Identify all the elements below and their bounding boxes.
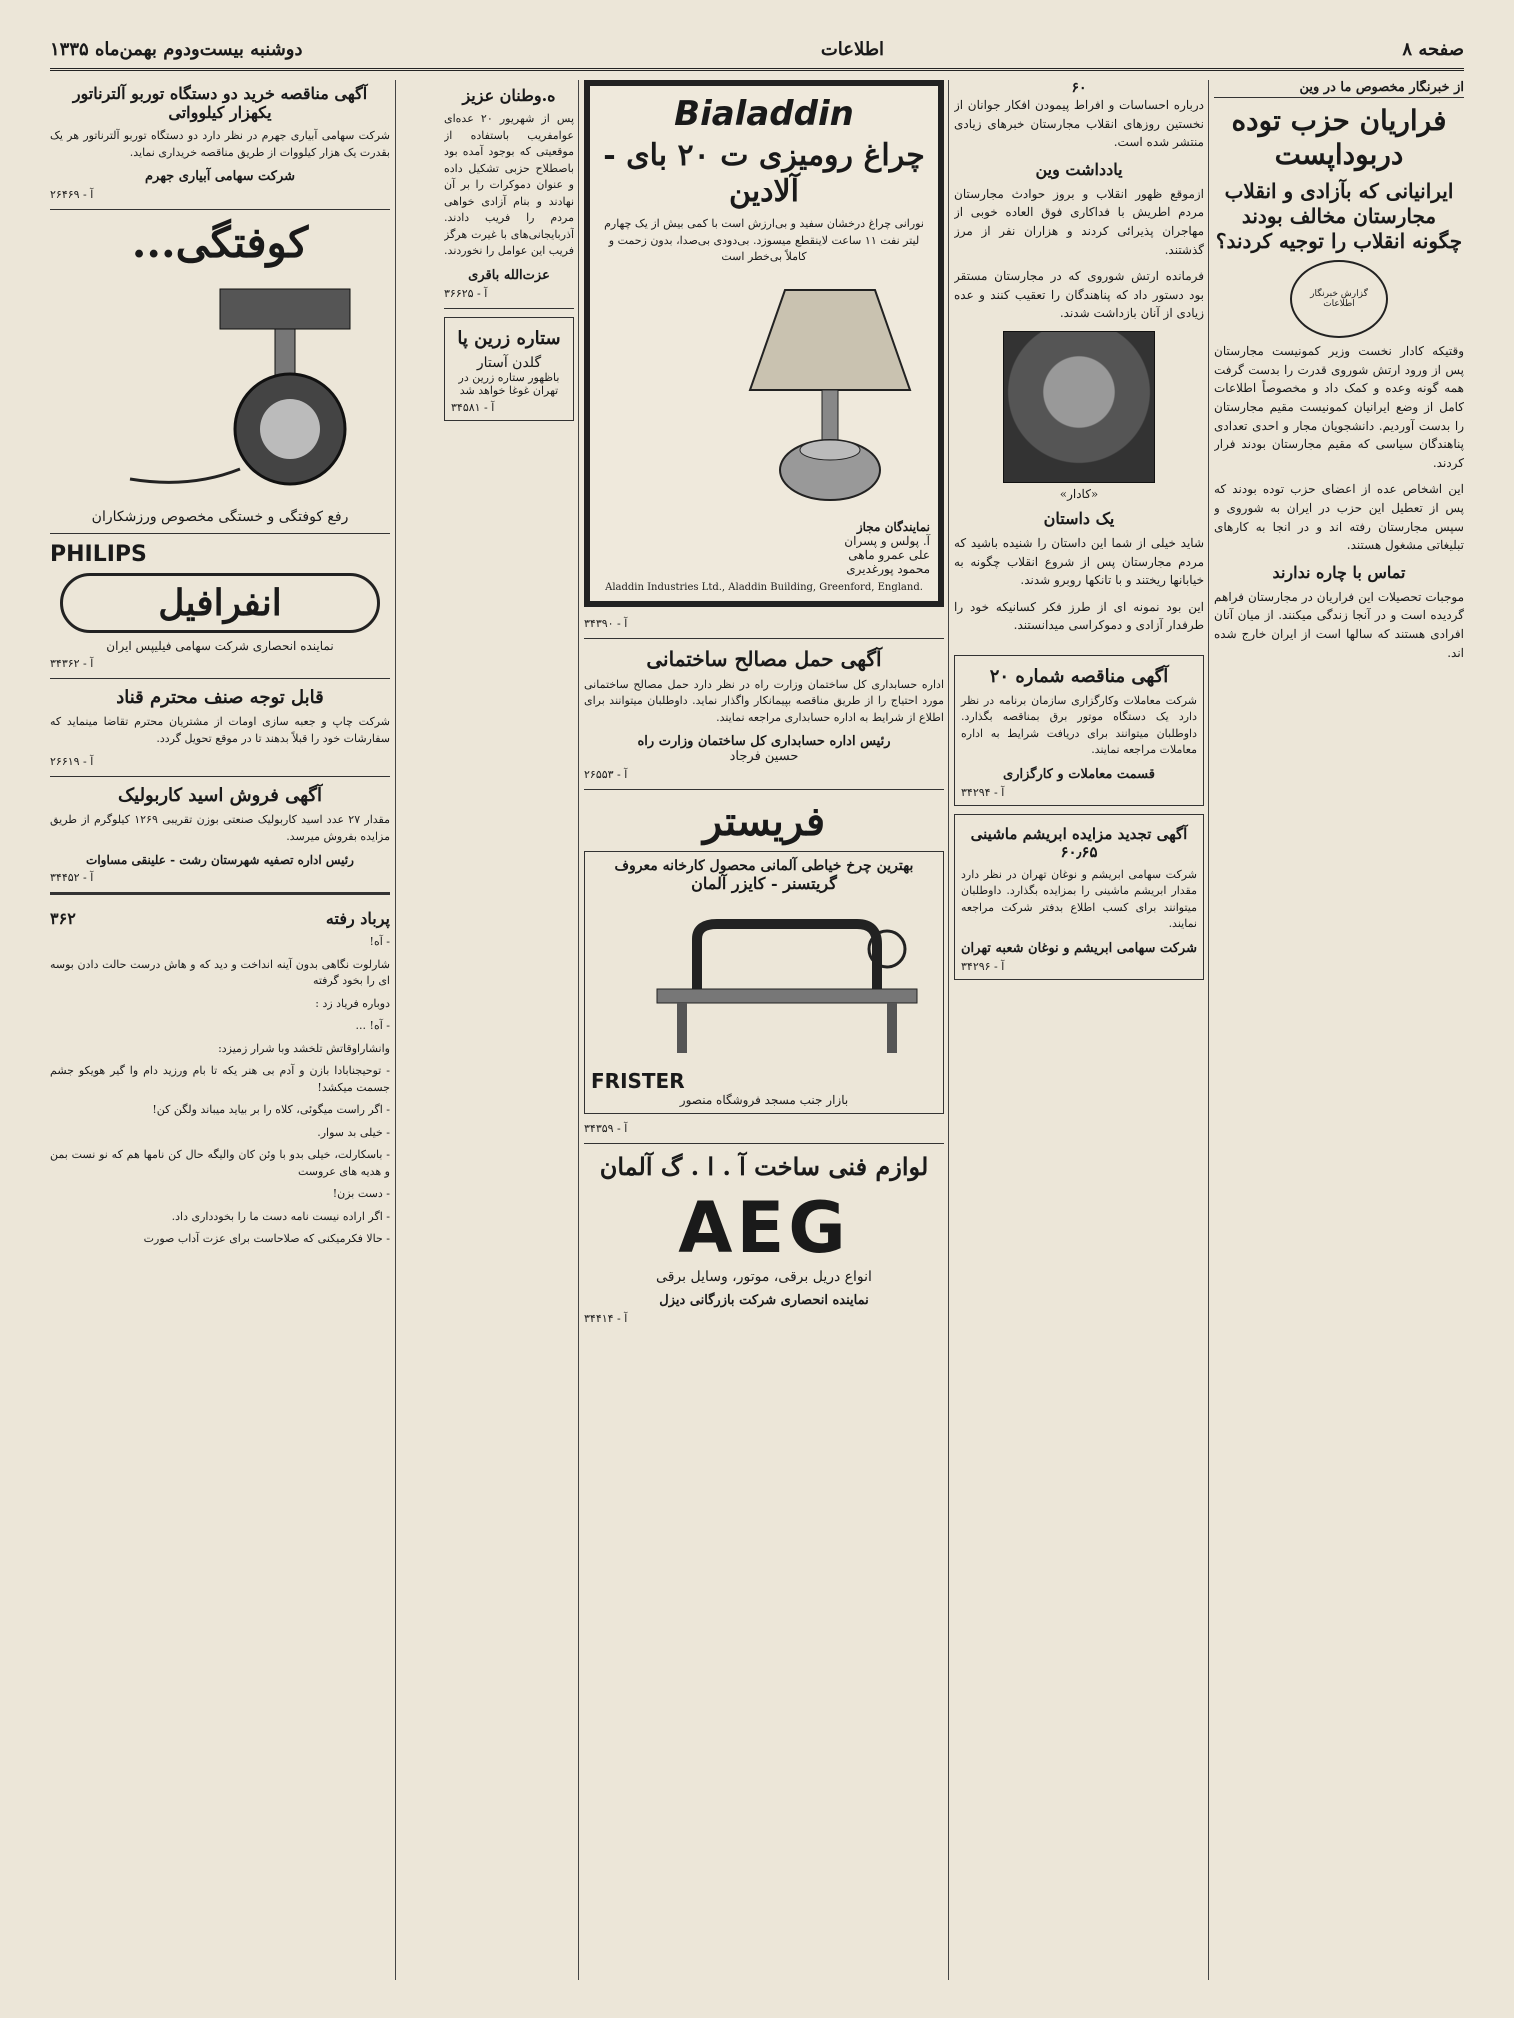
column-rule	[395, 80, 396, 1980]
page-number: صفحه ۸	[1402, 38, 1464, 60]
article-section-heading: یک داستان	[1043, 508, 1115, 528]
serial-line: - حالا فکرمیکنی که صلاحاست برای عزت آداب صورت	[143, 1232, 390, 1245]
serial-line: - دست بزن!	[332, 1187, 390, 1200]
confectioners-notice	[50, 687, 390, 768]
koofteh-title: کوفتگی...	[131, 218, 309, 267]
lamp-illustration	[730, 280, 930, 510]
notice-code: آ - ۲۶۴۶۹	[50, 188, 94, 201]
column-narrow-article	[444, 80, 574, 1980]
serial-line: دوباره فریاد زد :	[315, 996, 390, 1010]
sewing-dealer: بازار جنب مسجد فروشگاه منصور	[679, 1093, 849, 1107]
article-paragraph: درباره احساسات و افراط پیمودن افکار جوانان از نخستین روزهای انقلاب مجارستان خبرهای زیادی منتشر شده است.	[954, 98, 1204, 150]
lamp-maker: Aladdin Industries Ltd., Aladdin Building, Greenford, England.	[605, 581, 923, 593]
notice-text: اداره حسابداری کل ساختمان وزارت راه در نظر دارد حمل مصالح ساختمانی مورد احتیاج را از طریق مناقصه بپیمانکار واگذار نماید. داوطلبان میتوانند برای اطلاع از شرایط به اداره حسابداری مراجعه نمایند.	[584, 677, 944, 724]
serial-line: وانشاراوقاتش تلخشد وبا شرار زمیزد:	[218, 1041, 390, 1055]
article-paragraph: ازموقع ظهور انقلاب و بروز حوادث مجارستان مردم اطریش با فداکاری فوق العاده خوبی از مهاجران پذیرائی کردند و هزاران نفر از مرز گذشتند.	[954, 186, 1204, 257]
serial-page-number: ۳۶۲	[50, 909, 76, 928]
article-paragraph: این اشخاص عده از اعضای حزب توده بودند که پس از تعطیل این حزب در ایران به شوروی و سپس مجارستان رفته اند و در انجا به کارهای تبلیغاتی مشغول هستند.	[1214, 482, 1464, 553]
correspondent-logo: گزارش خبرنگار اطلاعات	[1290, 260, 1388, 338]
article-kicker: از خبرنگار مخصوص ما در وین	[1214, 80, 1464, 98]
notice-title: قابل توجه صنف محترم قناد	[116, 687, 324, 708]
sewing-machine-advertisement	[584, 798, 944, 1135]
philips-text: نماینده انحصاری شرکت سهامی فیلیپس ایران	[106, 639, 334, 653]
lamp-agents-title: نمایندگان مجاز	[856, 519, 930, 534]
serial-line: - اگر اراده نیست نامه دست ما را بخودداری داد.	[171, 1209, 390, 1223]
lamp-agent: آ. پولس و پسران	[844, 533, 930, 548]
article-paragraph: فرمانده ارتش شوروی که در مجارستان مستقر بود دستور داد که پناهندگان را تعقیب کنند و عده زیادی از آنان بازداشت شدند.	[954, 269, 1204, 321]
notice-signer: رئیس اداره تصفیه شهرستان رشت - علینقی مساوات	[86, 853, 354, 867]
notice-title: آگهی مناقصه خرید دو دستگاه توربو آلترناتور یکهزار کیلوواتی	[72, 84, 368, 122]
aeg-advertisement	[584, 1152, 944, 1325]
notice-code: آ - ۲۶۵۵۳	[584, 768, 628, 781]
serial-line: - اگر راست میگوئی، کلاه را بر بیاید میباند ولگن کن!	[152, 1103, 390, 1116]
lamp-ad-code: آ - ۳۴۳۹۰	[584, 616, 628, 630]
article-subhead: ایرانیانی که بآزادی و انقلاب مجارستان مخالف بودند چگونه انقلاب را توجیه کردند؟	[1215, 179, 1463, 254]
serial-story	[50, 903, 390, 1248]
article-code: آ - ۳۶۶۲۵	[444, 286, 488, 300]
generator-tender-notice	[50, 84, 390, 201]
sewing-tagline: بهترین چرخ خیاطی آلمانی محصول کارخانه معروف	[614, 858, 914, 874]
notice-signer: شرکت سهامی آبیاری جهرم	[144, 169, 296, 184]
article-paragraph: شاید خیلی از شما این داستان را شنیده باشید که مردم مجارستان پس از شروع انقلاب چگونه به خیابانها ریختند و با تانکها روبرو شدند.	[954, 535, 1204, 588]
portrait-photo	[1003, 331, 1155, 483]
sewing-machine-illustration	[637, 899, 937, 1059]
notice-text: شرکت معاملات وکارگزاری سازمان برنامه در نظر دارد یک دستگاه موتور برق بمناقصه بگذارد. داوطلبان میتوانند برای دریافت شرایط به اداره معاملات مراجعه نمایند.	[961, 693, 1197, 757]
star-title: ستاره زرین پا	[457, 327, 561, 349]
serial-line: - خیلی بد سوار.	[317, 1125, 390, 1139]
notice-title: آگهی مناقصه شماره ۲۰	[989, 665, 1169, 687]
serial-line: شارلوت نگاهی بدون آینه انداخت و دید که و هاش درست حالت دادن بوسه ای را بخود گرفته	[50, 957, 390, 987]
lamp-ad-title: چراغ رومیزی ت ۲۰ بای - آلادین	[603, 138, 925, 209]
article-paragraph: وقتیکه کادار نخست وزیر کمونیست مجارستان پس از ورود ارتش شوروی قدرت را بدست گرفت همه گونه وعده و کمک داد و مخصوصاً اطلاعات کامل از وضع ایرانیان کمونیست مقیم مجارستان را بدست آوردیم. دانشجویان مجار و احدی تعدادی پناهندگان سیاسی که مقیم مجارستان بودند فرار کردند.	[1214, 344, 1464, 470]
sewing-brand: FRISTER	[591, 1069, 685, 1093]
star-advertisement	[444, 317, 574, 421]
column-rule	[948, 80, 949, 1980]
lamp-ad-text: نورانی چراغ درخشان سفید و بی‌ارزش است با کمی بیش از یک چهارم لیتر نفت ۱۱ ساعت لاینقطع میسوزد. بی‌دودی بی‌صدا، بدون زحمت و کاملاً بی‌خطر است	[604, 217, 924, 263]
article-title: ه.وطنان عزیز	[462, 86, 556, 105]
notice-signer: رئیس اداره حسابداری کل ساختمان وزارت راه	[637, 734, 891, 749]
article-paragraph: این بود نمونه ای از طرز فکر کسانیکه خود را طرفدار آزادی و دموکراسی میدانستند.	[954, 599, 1204, 633]
column-main-article	[1214, 80, 1464, 1980]
column-rule	[578, 80, 579, 1980]
sewing-ad-title: فریستر	[702, 798, 826, 845]
notice-title: آگهی حمل مصالح ساختمانی	[646, 646, 882, 671]
newspaper-title: اطلاعات	[820, 38, 885, 60]
notice-code: آ - ۳۴۴۵۲	[50, 871, 94, 884]
aeg-ad-text: انواع دریل برقی، موتور، وسایل برقی	[656, 1269, 872, 1285]
notice-code: آ - ۳۴۲۹۴	[961, 785, 1005, 799]
notice-signer: قسمت معاملات و کارگزاری	[1003, 766, 1155, 782]
koofteh-advertisement	[50, 218, 390, 525]
issue-date: دوشنبه بیست‌ودوم بهمن‌ماه ۱۳۳۵	[50, 38, 303, 60]
notice-code: آ - ۲۶۶۱۹	[50, 755, 94, 768]
column-marker: ۶۰	[1071, 80, 1087, 96]
serial-line: - باسکارلت، خیلی بدو با وئن کان والیگه حال کن نامها هم که نو نست بمن و هدیه های عروست	[50, 1148, 390, 1178]
silk-auction-notice	[954, 814, 1204, 980]
philips-advertisement	[50, 542, 390, 670]
serial-line: - آه! ...	[355, 1019, 390, 1032]
notice-signer: شرکت سهامی ابریشم و نوغان شعبه تهران	[960, 940, 1197, 956]
notice-code: آ - ۳۴۲۹۶	[961, 959, 1005, 973]
lamp-advertisement	[584, 80, 944, 607]
masthead	[50, 30, 1464, 71]
aeg-ad-title: لوازم فنی ساخت آ . ا . گ آلمان	[599, 1152, 929, 1181]
notice-text: مقدار ۲۷ عدد اسید کاربولیک صنعتی بوزن تقریبی ۱۲۶۹ کیلوگرم از طریق مزایده بفروش میرسد.	[50, 813, 390, 843]
article-paragraph: پس از شهریور ۲۰ عده‌ای عوامفریب باستفاده از موقعیتی که بوجود آمده بود باصطلاح حزبی تشکیل داده و عنوان دموکرات را بر آن نهادند و بنام آزادی خواهی مردم را فریب دادند. آذربایجانی‌های با غیرت هرگز فریب این عوامل را نخوردند.	[444, 112, 574, 257]
article-headline: فراریان حزب توده دربوداپست	[1231, 104, 1447, 171]
column-ads-center	[584, 80, 944, 1980]
column-rule	[1208, 80, 1209, 1980]
article-paragraph: موجبات تحصیلات این فراریان در مجارستان فراهم گردیده است و در آنجا زندگی میکنند. از میان آنان افرادی هستند که سالها است از ایران خارج شده اند.	[1214, 589, 1464, 660]
notice-text: شرکت سهامی آبیاری جهرم در نظر دارد دو دستگاه توربو آلترناتور هر یک بقدرت یک هزار کیلووات از طریق مناقصه خریداری نماید.	[50, 129, 390, 159]
tender-notice-20	[954, 655, 1204, 806]
article-section-heading: یادداشت وین	[1035, 159, 1123, 179]
koofteh-text: رفع کوفتگی و خستگی مخصوص ورزشکاران	[91, 509, 349, 525]
photo-caption: «کادار»	[1059, 486, 1099, 501]
article-signer: عزت‌الله باقری	[468, 267, 550, 283]
serial-line: - توحیجنابادا بازن و آدم بی هنر یکه تا بام ورزید دام وا گیر هویکو جشم جسمت میکشد!	[50, 1064, 390, 1094]
article-section-heading: تماس با چاره ندارند	[1272, 562, 1406, 582]
star-code: آ - ۳۴۵۸۱	[451, 400, 495, 414]
aeg-logo: AEG	[678, 1187, 850, 1269]
lamp-agent: علی عمرو ماهی	[848, 547, 930, 562]
star-text: باظهور ستاره زرین در تهران غوغا خواهد شد	[458, 370, 560, 397]
lamp-brand: Bialaddin	[674, 94, 854, 134]
aeg-dealer: نماینده انحصاری شرکت بازرگانی دیزل	[659, 1293, 869, 1308]
sewing-ad-code: آ - ۳۴۳۵۹	[584, 1122, 628, 1135]
construction-transport-notice	[584, 647, 944, 782]
carbolic-acid-notice	[50, 785, 390, 884]
serial-title: پرباد رفته	[325, 909, 390, 928]
notice-text: شرکت چاپ و جعبه سازی اومات از مشتریان محترم تقاضا مینماید که سفارشات خود را قبلاً بدهند تا در موقع تحویل گردد.	[50, 715, 390, 745]
column-ads-left	[50, 80, 390, 1980]
aeg-ad-code: آ - ۳۴۴۱۴	[584, 1312, 628, 1325]
hammer-lamp-illustration	[70, 279, 390, 499]
lamp-agent: محمود پورغدیری	[846, 561, 930, 576]
notice-title: آگهی تجدید مزایده ابریشم ماشینی ۶۰٫۶۵	[970, 824, 1188, 861]
notice-title: آگهی فروش اسید کاربولیک	[118, 785, 322, 806]
notice-signer-name: حسین فرجاد	[729, 749, 799, 764]
serial-line: - آه!	[369, 935, 390, 948]
sewing-maker: گریتسنر - کایزر آلمان	[691, 874, 837, 893]
column-article-continued	[954, 80, 1204, 1980]
notice-text: شرکت سهامی ابریشم و نوغان تهران در نظر دارد مقدار ابریشم ماشینی را بمزایده بگذارد. داوطلبان میتوانند برای کسب اطلاع بدفتر شرکت مراجعه نمایند.	[961, 867, 1197, 931]
star-subtitle: گلدن آستار	[476, 354, 542, 371]
philips-logo: PHILIPS	[50, 542, 147, 567]
philips-code: آ - ۳۴۳۶۲	[50, 657, 94, 670]
philips-product: انفرافیل	[60, 573, 380, 633]
